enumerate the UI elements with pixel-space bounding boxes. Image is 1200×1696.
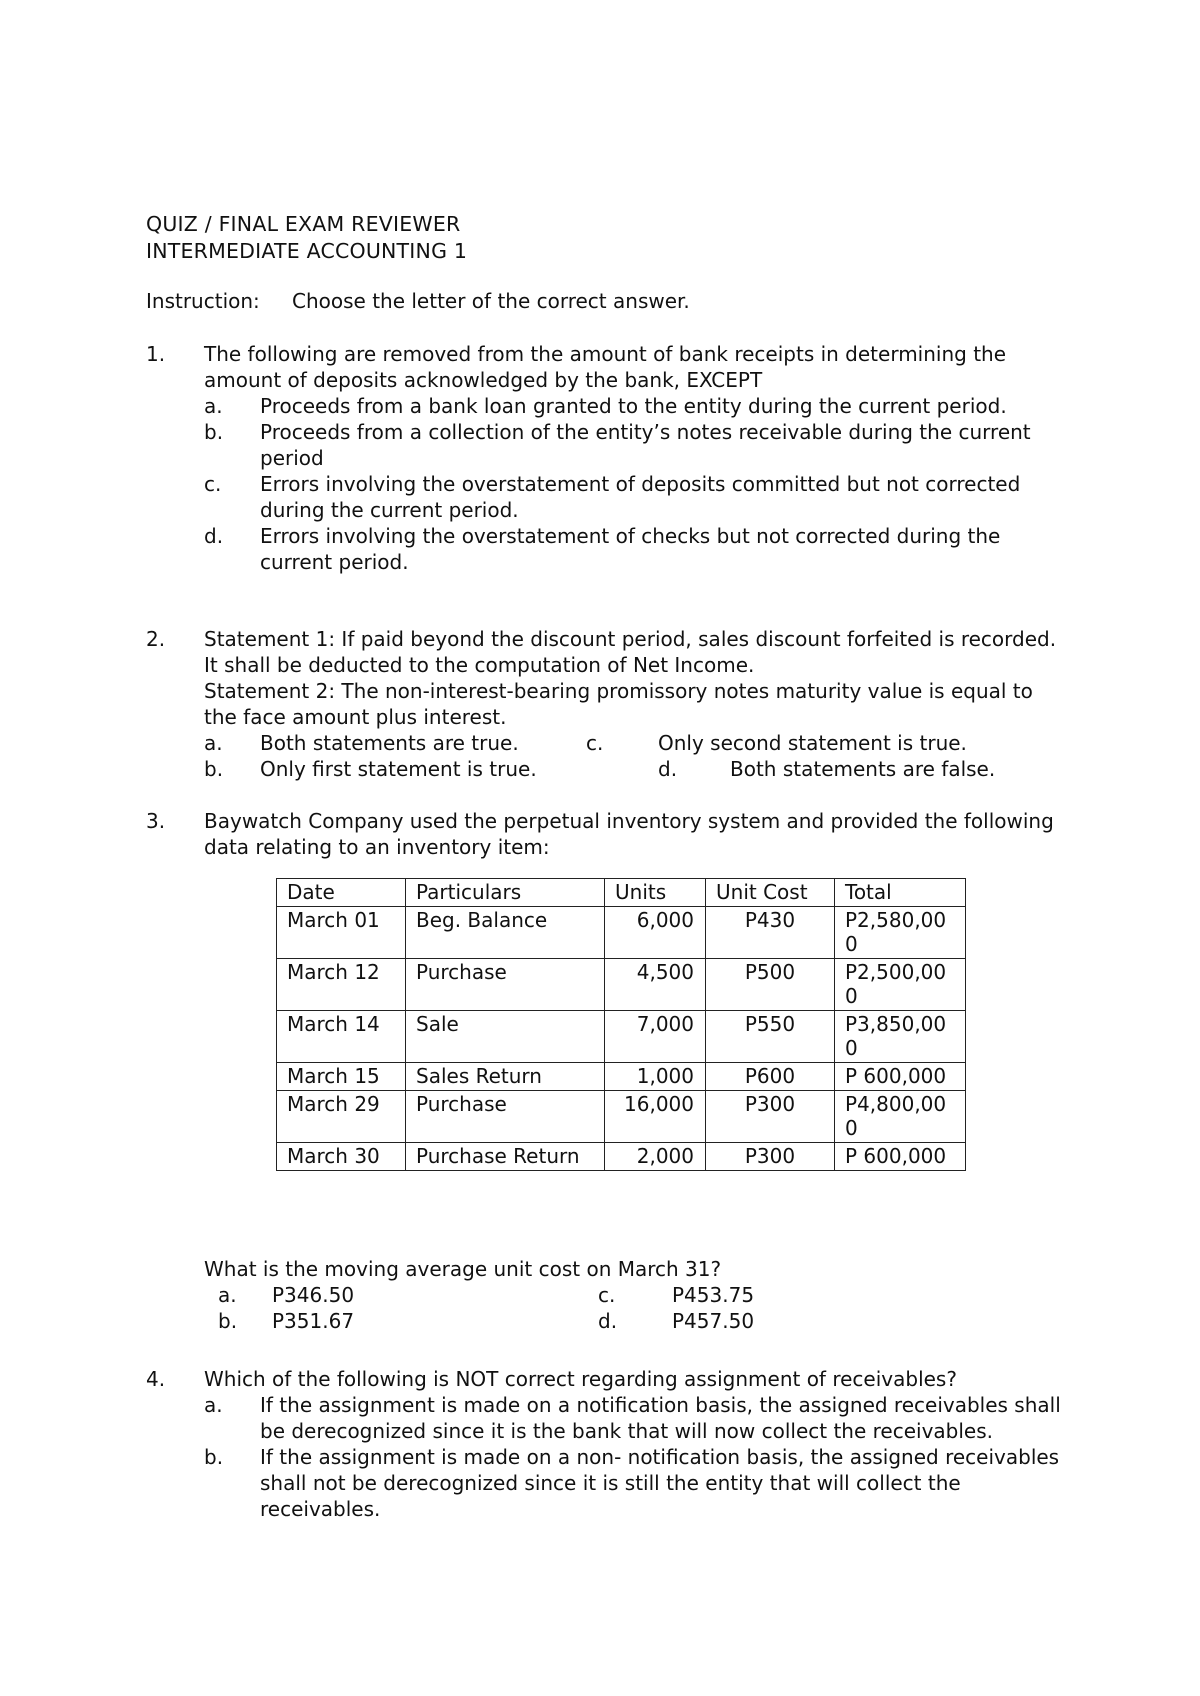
option-letter: a. [218,1283,237,1307]
option-b-text: Only first statement is true. [260,757,537,781]
cell-particulars: Sale [406,1011,605,1063]
option-c [204,471,1066,523]
option-letter: d. [598,1309,618,1333]
option-a [204,393,1066,419]
cell-unit-cost: P430 [706,907,835,959]
option-text: Proceeds from a collection of the entity’s notes receivable during the current period [260,420,1031,470]
cell-particulars: Purchase Return [406,1143,605,1171]
cell-total: P2,500,000 [835,959,966,1011]
table-header-row [277,879,966,907]
option-a [204,1392,1066,1444]
column-header: Units [605,879,706,907]
cell-unit-cost: P300 [706,1143,835,1171]
table-row [277,907,966,959]
option-letter: a. [204,731,223,755]
cell-units: 7,000 [605,1011,706,1063]
cell-particulars: Sales Return [406,1063,605,1091]
option-a-text: Both statements are true. [260,731,519,755]
cell-unit-cost: P500 [706,959,835,1011]
cell-date: March 12 [277,959,406,1011]
document-header [146,211,467,265]
cell-units: 6,000 [605,907,706,959]
option-letter: d. [204,524,224,548]
question-3-followup [146,1256,1066,1334]
option-text: Errors involving the overstatement of deposits committed but not corrected during the current period. [260,472,1021,522]
option-text: Errors involving the overstatement of checks but not corrected during the current period. [260,524,1001,574]
question-2 [146,626,1066,782]
question-number: 2. [146,627,166,651]
option-text: If the assignment is made on a notification basis, the assigned receivables shall be derecognized since it is the bank that will now collect the receivables. [260,1393,1061,1443]
question-number: 4. [146,1367,166,1391]
statement-1: Statement 1: If paid beyond the discount period, sales discount forfeited is recorded. It shall be deducted to the computation of Net Income. [204,627,1057,677]
cell-total: P4,800,000 [835,1091,966,1143]
option-d [204,523,1066,575]
table-row [277,1143,966,1171]
cell-units: 16,000 [605,1091,706,1143]
cell-particulars: Beg. Balance [406,907,605,959]
table-row [277,959,966,1011]
option-letter: c. [586,731,604,755]
cell-date: March 15 [277,1063,406,1091]
question-prompt: What is the moving average unit cost on March 31? [204,1257,722,1281]
cell-particulars: Purchase [406,959,605,1011]
option-letter: c. [204,472,222,496]
option-letter: b. [204,1445,224,1469]
cell-unit-cost: P300 [706,1091,835,1143]
question-number: 3. [146,809,166,833]
option-a-text: P346.50 [272,1283,355,1307]
question-1 [146,341,1066,575]
question-number: 1. [146,342,166,366]
table-row [277,1063,966,1091]
column-header: Total [835,879,966,907]
cell-date: March 01 [277,907,406,959]
document-subtitle: INTERMEDIATE ACCOUNTING 1 [146,239,468,263]
table-row [277,1011,966,1063]
question-3 [146,808,1066,1171]
options-row-2 [204,1308,1066,1334]
option-d-text: Both statements are false. [730,757,996,781]
option-letter: c. [598,1283,616,1307]
option-c-text: P453.75 [672,1283,755,1307]
option-c-text: Only second statement is true. [658,731,967,755]
option-d-text: P457.50 [672,1309,755,1333]
options-row-1 [204,1282,1066,1308]
option-letter: b. [204,420,224,444]
statement-2: Statement 2: The non-interest-bearing promissory notes maturity value is equal to the face amount plus interest. [204,679,1033,729]
cell-date: March 30 [277,1143,406,1171]
table-row [277,1091,966,1143]
option-letter: a. [204,394,223,418]
cell-unit-cost: P550 [706,1011,835,1063]
option-letter: d. [658,757,678,781]
instruction-label: Instruction: [146,289,260,313]
cell-particulars: Purchase [406,1091,605,1143]
option-letter: b. [204,757,224,781]
options-row-1 [204,730,1066,756]
option-b [204,1444,1066,1522]
instruction [146,288,690,315]
instruction-text: Choose the letter of the correct answer. [292,289,690,313]
document-title: QUIZ / FINAL EXAM REVIEWER [146,212,461,236]
cell-units: 1,000 [605,1063,706,1091]
option-text: Proceeds from a bank loan granted to the entity during the current period. [260,394,1007,418]
option-letter: a. [204,1393,223,1417]
cell-units: 2,000 [605,1143,706,1171]
option-b-text: P351.67 [272,1309,355,1333]
question-stem: The following are removed from the amount of bank receipts in determining the amount of deposits acknowledged by the bank, EXCEPT [204,342,1007,392]
option-b [204,419,1066,471]
question-stem: Which of the following is NOT correct regarding assignment of receivables? [204,1367,957,1391]
column-header: Date [277,879,406,907]
cell-unit-cost: P600 [706,1063,835,1091]
question-stem: Baywatch Company used the perpetual inventory system and provided the following data relating to an inventory item: [204,809,1054,859]
cell-date: March 14 [277,1011,406,1063]
column-header: Unit Cost [706,879,835,907]
options-row-2 [204,756,1066,782]
option-letter: b. [218,1309,238,1333]
column-header: Particulars [406,879,605,907]
cell-total: P 600,000 [835,1143,966,1171]
cell-total: P2,580,000 [835,907,966,959]
cell-total: P3,850,000 [835,1011,966,1063]
cell-units: 4,500 [605,959,706,1011]
cell-date: March 29 [277,1091,406,1143]
question-4 [146,1366,1066,1522]
inventory-table [276,878,966,1171]
cell-total: P 600,000 [835,1063,966,1091]
option-text: If the assignment is made on a non- notification basis, the assigned receivables shall not be derecognized since it is still the entity that will collect the receivables. [260,1445,1060,1521]
